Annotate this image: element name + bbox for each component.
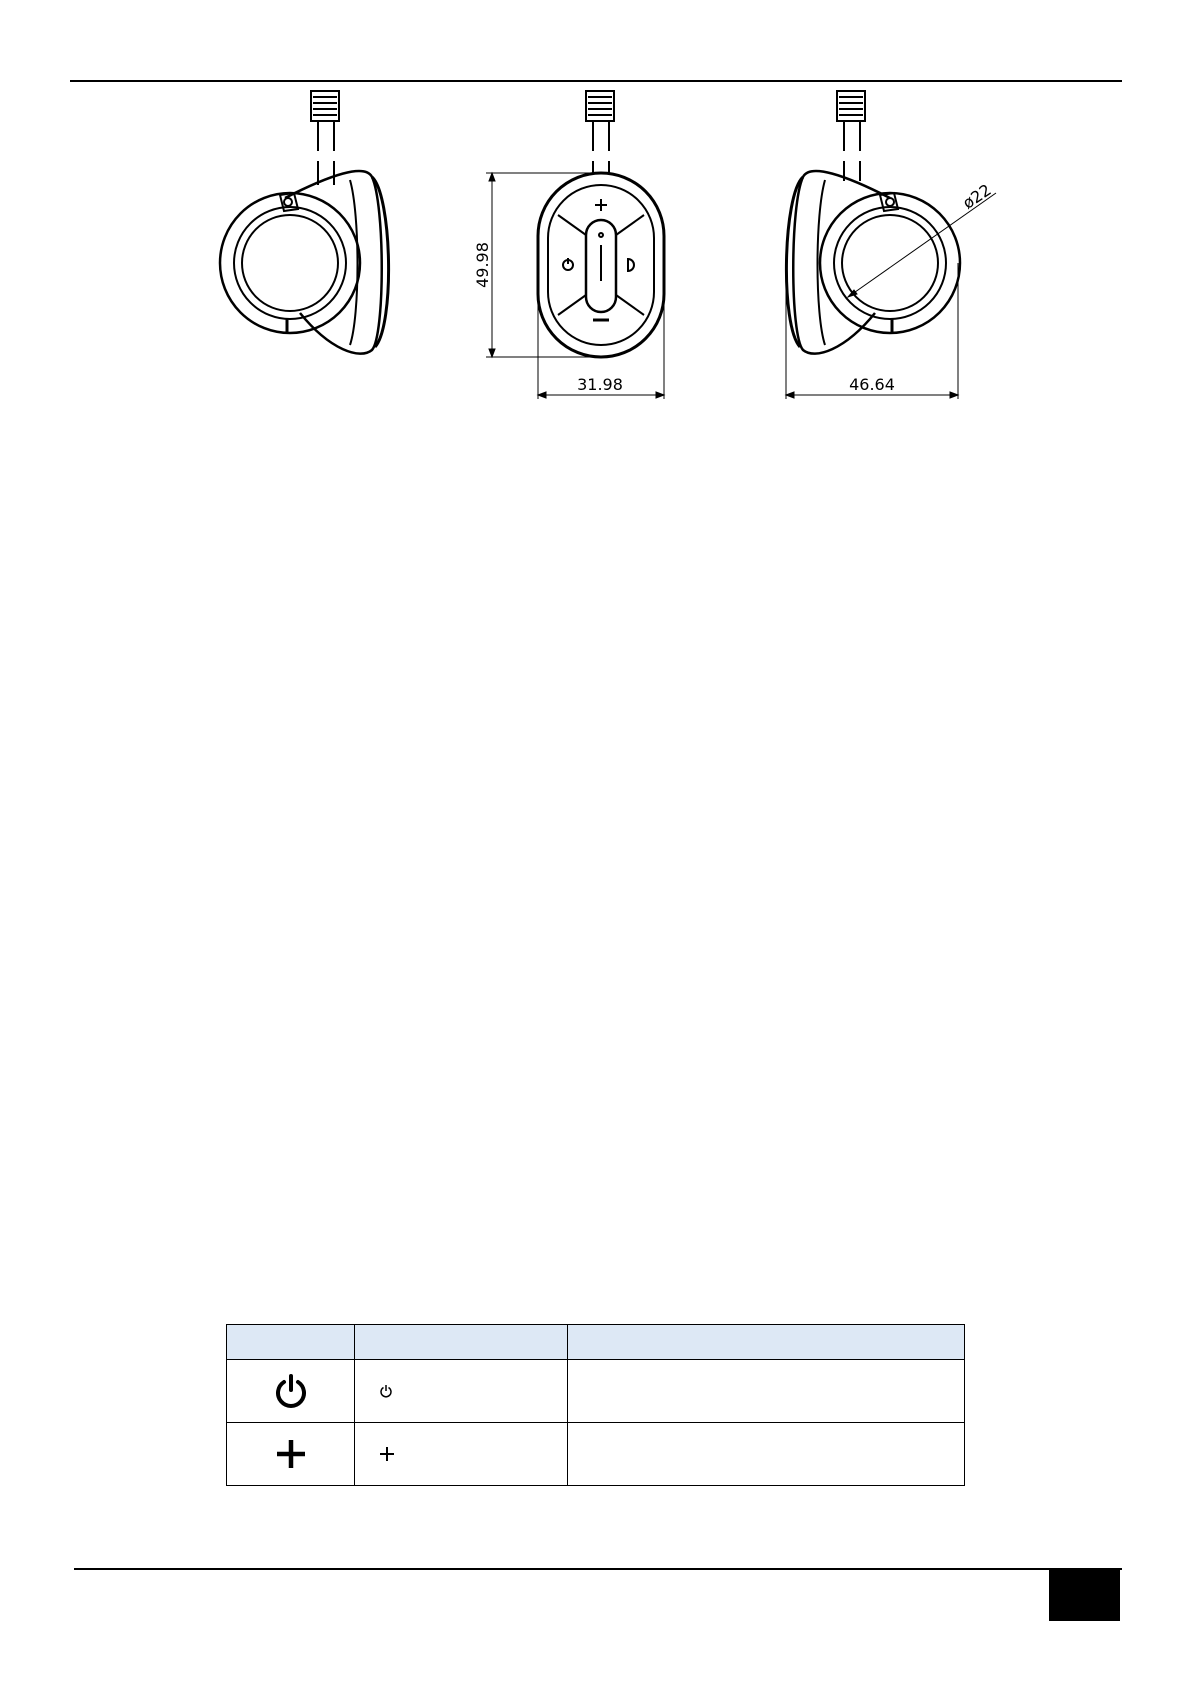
- left-side-view: [220, 91, 389, 354]
- power-icon: [379, 1384, 393, 1398]
- table-header-row: [227, 1325, 965, 1360]
- plus-icon: [379, 1446, 395, 1462]
- table-cell: [227, 1360, 355, 1423]
- side-width-dimension: 46.64: [849, 375, 895, 394]
- page-number-box: [1049, 1570, 1120, 1621]
- table-cell: [355, 1360, 568, 1423]
- table-cell: [568, 1423, 965, 1486]
- plus-icon: [274, 1437, 308, 1471]
- button-table: [226, 1324, 965, 1486]
- table-cell: [227, 1423, 355, 1486]
- footer-rule: [74, 1568, 1122, 1570]
- table-header-cell: [227, 1325, 355, 1360]
- table-row: [227, 1360, 965, 1423]
- diameter-dimension: ø22: [959, 180, 995, 213]
- right-side-view: [786, 91, 996, 399]
- table-cell: [568, 1360, 965, 1423]
- header-rule: [70, 80, 1122, 82]
- power-icon: [273, 1373, 309, 1409]
- front-width-dimension: 31.98: [577, 375, 623, 394]
- table-header-cell: [568, 1325, 965, 1360]
- technical-drawing: [0, 85, 1191, 415]
- table-header-cell: [355, 1325, 568, 1360]
- table-cell: [355, 1423, 568, 1486]
- table-row: [227, 1423, 965, 1486]
- front-view: [486, 91, 664, 399]
- height-dimension: 49.98: [473, 242, 492, 288]
